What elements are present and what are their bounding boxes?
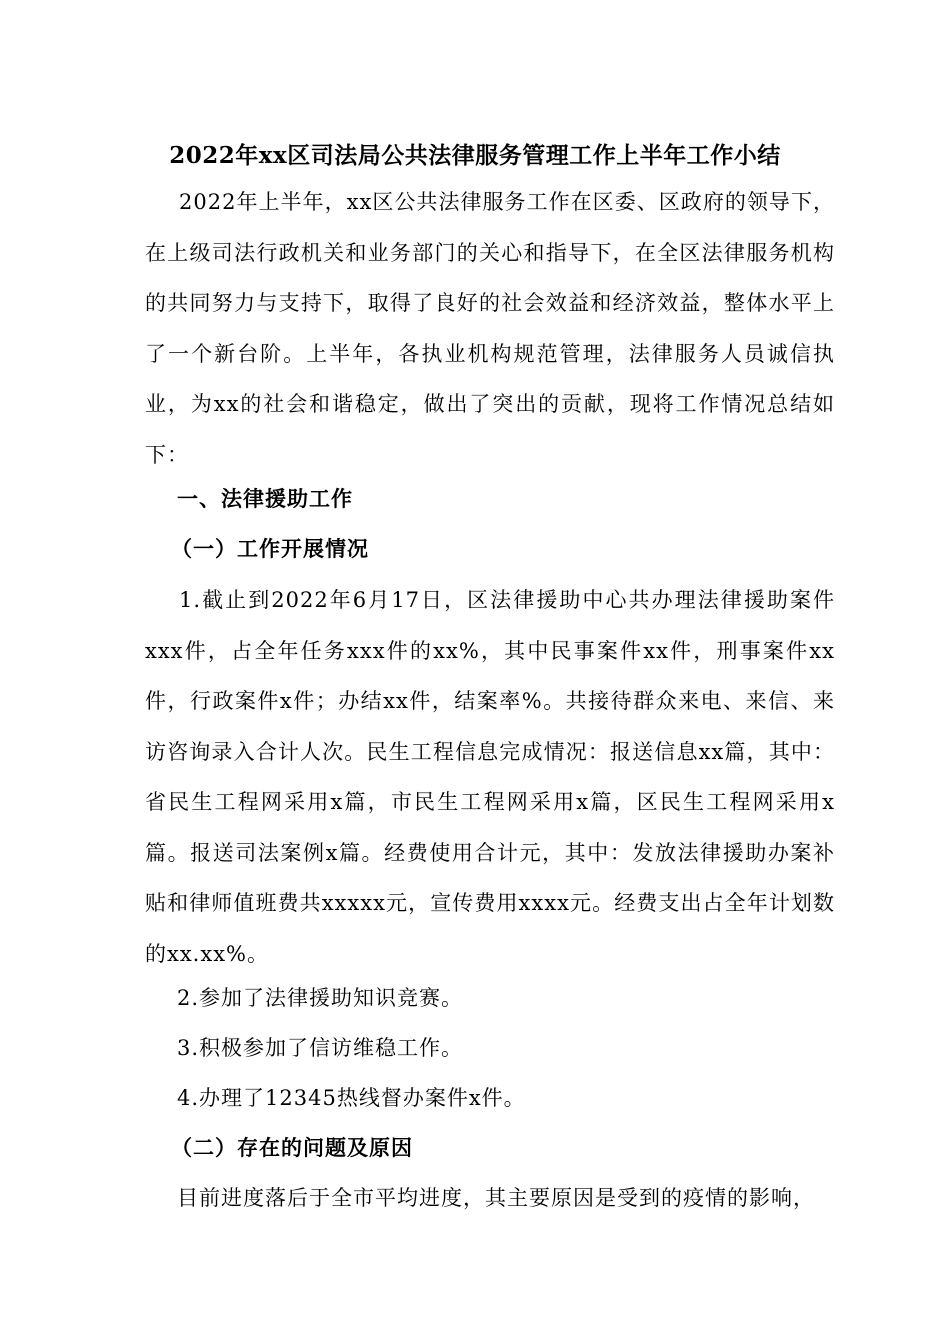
item-1-paragraph: 1.截止到2022年6月17日，区法律援助中心共办理法律援助案件xxx件，占全年任务xxx件的xx%，其中民事案件xx件，刑事案件xx件，行政案件x件；办结xx件，结案率%。共接待群众来电、来信、来访咨询录入合计人次。民生工程信息完成情况：报送信息xx篇，其中：省民生工程网采用x篇，市民生工程网采用x篇，区民生工程网采用x篇。报送司法案例x篇。经费使用合计元，其中：发放法律援助办案补贴和律师值班费共xxxxx元，宣传费用xxxx元。经费支出占全年计划数的xx.xx%。 xyxy=(145,588,835,966)
intro-paragraph: 2022年上半年，xx区公共法律服务工作在区委、区政府的领导下，在上级司法行政机关和业务部门的关心和指导下，在全区法律服务机构的共同努力与支持下，取得了良好的社会效益和经济效益，整体水平上了一个新台阶。上半年，各执业机构规范管理，法律服务人员诚信执业，为xx的社会和谐稳定，做出了突出的贡献，现将工作情况总结如下： xyxy=(145,190,835,467)
subsection-heading: （二）存在的问题及原因 xyxy=(171,1135,413,1160)
document-title: 2022年xx区司法局公共法律服务管理工作上半年工作小结 xyxy=(169,142,781,169)
item-4: 4.办理了12345热线督办案件x件。 xyxy=(177,1086,526,1110)
subsection-heading: （一）工作开展情况 xyxy=(171,536,369,561)
item-2: 2.参加了法律援助知识竞赛。 xyxy=(177,986,464,1010)
closing-paragraph: 目前进度落后于全市平均进度，其主要原因是受到的疫情的影响， xyxy=(177,1186,815,1210)
item-3: 3.积极参加了信访维稳工作。 xyxy=(177,1036,464,1060)
section-heading: 一、法律援助工作 xyxy=(177,486,353,511)
